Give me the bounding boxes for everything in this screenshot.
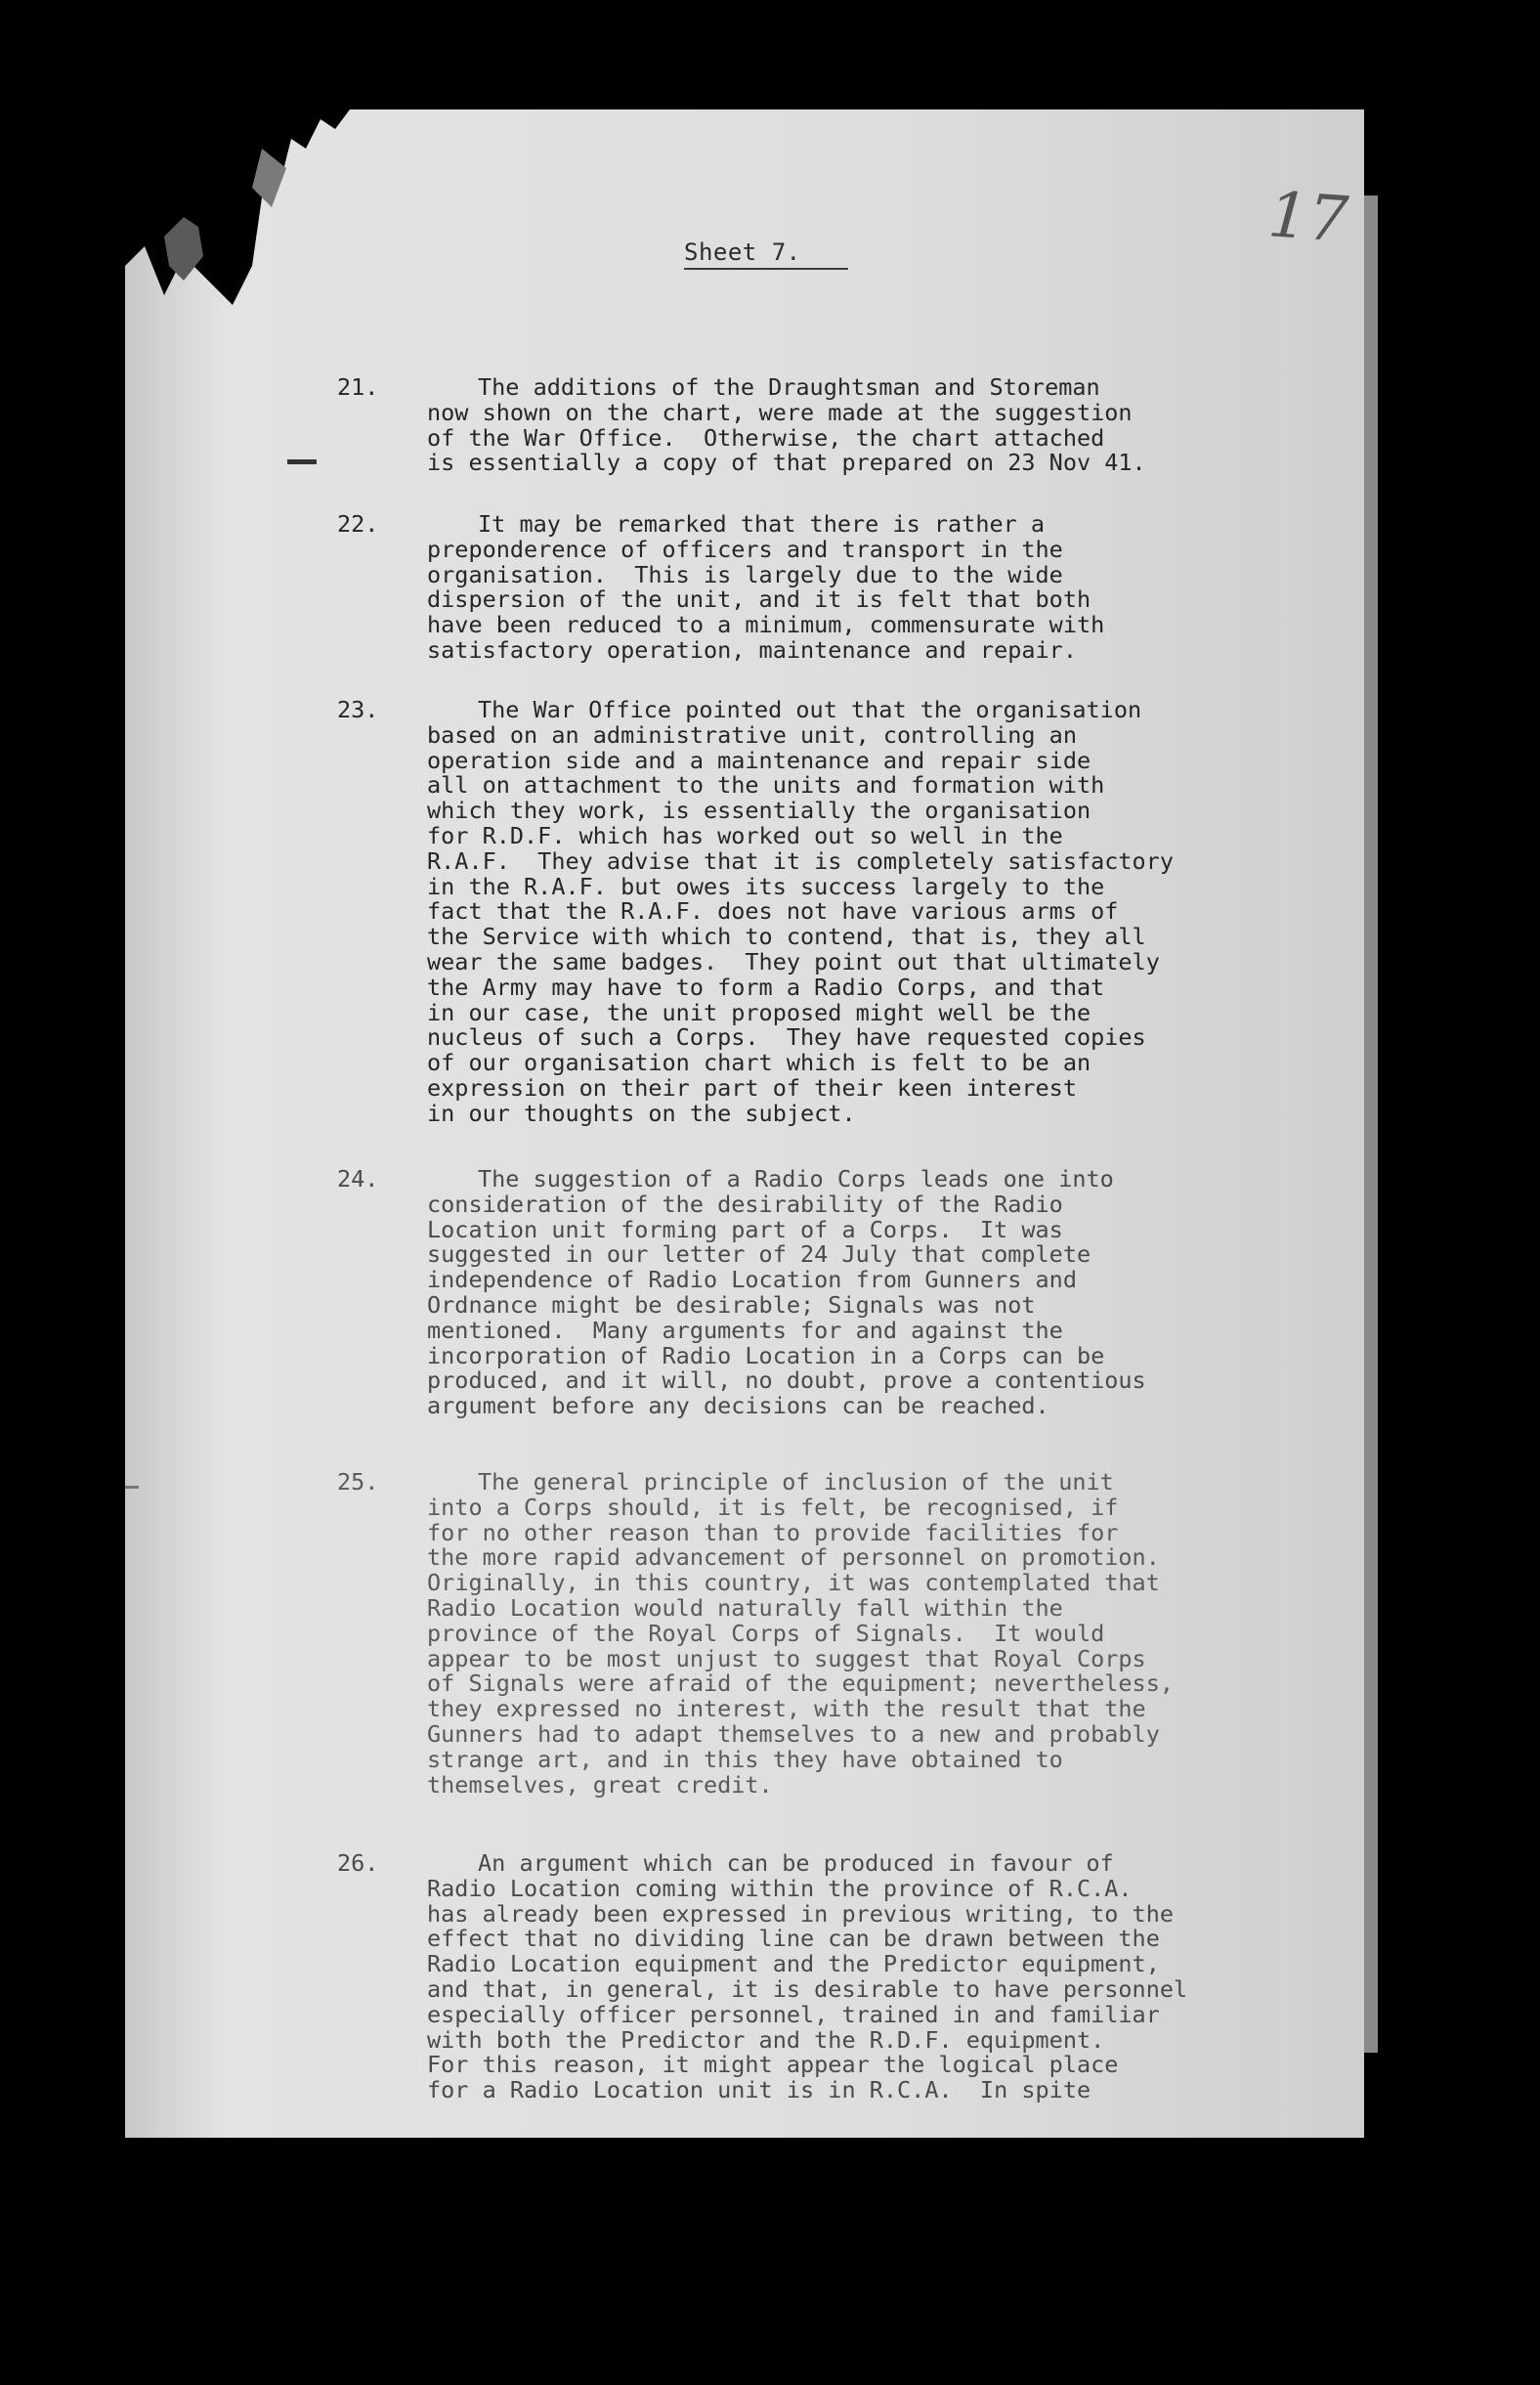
text-line: have been reduced to a minimum, commensurate with (427, 611, 1105, 639)
text-line: which they work, is essentially the organisation (427, 797, 1091, 825)
title-underline (684, 268, 848, 270)
paragraph-number: 26. (337, 1849, 379, 1877)
text-line: suggested in our letter of 24 July that complete (427, 1240, 1091, 1269)
text-line: mentioned. Many arguments for and against the (427, 1316, 1063, 1344)
paragraph-body (427, 512, 1365, 664)
text-line: Radio Location equipment and the Predictor equipment, (427, 1950, 1160, 1978)
text-line: especially officer personnel, trained in and familiar (427, 2000, 1160, 2028)
text-line: R.A.F. They advise that it is completely satisfactory (427, 846, 1175, 875)
text-line: The additions of the Draughtsman and Storeman (478, 373, 1100, 401)
text-line: organisation. This is largely due to the wide (427, 560, 1063, 588)
text-line: of Signals were afraid of the equipment; nevertheless, (427, 1670, 1175, 1698)
text-line: satisfactory operation, maintenance and repair. (427, 635, 1077, 664)
text-line: into a Corps should, it is felt, be recognised, if (427, 1493, 1119, 1521)
text-line: It may be remarked that there is rather a (478, 510, 1046, 538)
text-line: for no other reason than to provide facilities for (427, 1518, 1119, 1546)
text-line: is essentially a copy of that prepared on 23 Nov 41. (427, 449, 1146, 477)
text-line: expression on their part of their keen interest (427, 1073, 1077, 1102)
text-line: for R.D.F. which has worked out so well in the (427, 821, 1063, 849)
sheet-title: Sheet 7. (684, 238, 801, 266)
text-line: fact that the R.A.F. does not have various arms of (427, 897, 1119, 926)
paragraph-body (427, 1167, 1365, 1419)
paragraph-body (427, 1851, 1365, 2103)
text-line: now shown on the chart, were made at the suggestion (427, 398, 1133, 426)
paragraph-number: 24. (337, 1165, 379, 1192)
paragraph-body (427, 375, 1365, 476)
text-line: An argument which can be produced in favour of (478, 1849, 1114, 1877)
text-line: Location unit forming part of a Corps. It was (427, 1215, 1063, 1243)
paragraph-body (427, 698, 1365, 1127)
text-line: the Service with which to contend, that is, they all (427, 923, 1146, 951)
text-line: independence of Radio Location from Gunners and (427, 1266, 1077, 1294)
text-line: effect that no dividing line can be drawn between the (427, 1925, 1160, 1953)
text-line: based on an administrative unit, controlling an (427, 720, 1077, 749)
margin-arrow-mark (287, 459, 317, 464)
margin-tick (125, 1486, 139, 1489)
text-line: dispersion of the unit, and it is felt that both (427, 585, 1091, 614)
torn-corner (125, 109, 350, 325)
handwritten-page-number: 17 (1265, 179, 1350, 257)
text-line: of the War Office. Otherwise, the chart attached (427, 423, 1105, 452)
text-line: produced, and it will, no doubt, prove a contentious (427, 1366, 1146, 1395)
text-line: has already been expressed in previous writing, to the (427, 1899, 1175, 1928)
text-line: in the R.A.F. but owes its success largely to the (427, 872, 1105, 900)
text-line: operation side and a maintenance and repair side (427, 746, 1091, 774)
text-line: they expressed no interest, with the result that the (427, 1695, 1146, 1723)
text-line: argument before any decisions can be reached. (427, 1392, 1049, 1420)
text-line: preponderence of officers and transport in the (427, 535, 1063, 563)
paragraph-number: 22. (337, 510, 379, 538)
text-line: in our case, the unit proposed might well be the (427, 998, 1091, 1026)
text-line: strange art, and in this they have obtained to (427, 1745, 1063, 1773)
text-line: for a Radio Location unit is in R.C.A. In spite (427, 2076, 1091, 2104)
paragraph-number: 23. (337, 696, 379, 723)
text-line: nucleus of such a Corps. They have requested copies (427, 1023, 1146, 1052)
text-line: For this reason, it might appear the logical place (427, 2051, 1119, 2079)
text-line: Radio Location would naturally fall within the (427, 1593, 1063, 1622)
text-line: with both the Predictor and the R.D.F. equipment. (427, 2025, 1105, 2054)
paragraph-number: 21. (337, 373, 379, 401)
text-line: incorporation of Radio Location in a Corps can be (427, 1341, 1105, 1369)
paragraph-body (427, 1470, 1365, 1798)
text-line: Radio Location coming within the province of R.C.A. (427, 1874, 1133, 1902)
text-line: all on attachment to the units and formation with (427, 771, 1105, 800)
text-line: The general principle of inclusion of the unit (478, 1468, 1114, 1496)
text-line: Gunners had to adapt themselves to a new and probably (427, 1719, 1160, 1748)
text-line: and that, in general, it is desirable to have personnel (427, 1974, 1188, 2003)
text-line: Ordnance might be desirable; Signals was not (427, 1290, 1036, 1319)
text-line: appear to be most unjust to suggest that Royal Corps (427, 1644, 1146, 1672)
text-line: the more rapid advancement of personnel on promotion. (427, 1543, 1160, 1572)
text-line: province of the Royal Corps of Signals. It would (427, 1619, 1105, 1647)
paragraph-number: 25. (337, 1468, 379, 1496)
text-line: wear the same badges. They point out that ultimately (427, 947, 1160, 976)
text-line: of our organisation chart which is felt to be an (427, 1049, 1091, 1077)
text-line: The suggestion of a Radio Corps leads one into (478, 1165, 1114, 1192)
text-line: themselves, great credit. (427, 1770, 773, 1799)
text-line: consideration of the desirability of the Radio (427, 1190, 1063, 1218)
text-line: The War Office pointed out that the organisation (478, 696, 1142, 723)
text-line: Originally, in this country, it was contemplated that (427, 1569, 1160, 1597)
text-line: the Army may have to form a Radio Corps, and that (427, 973, 1105, 1001)
text-line: in our thoughts on the subject. (427, 1099, 856, 1127)
underlying-page-edge (1364, 195, 1378, 2053)
